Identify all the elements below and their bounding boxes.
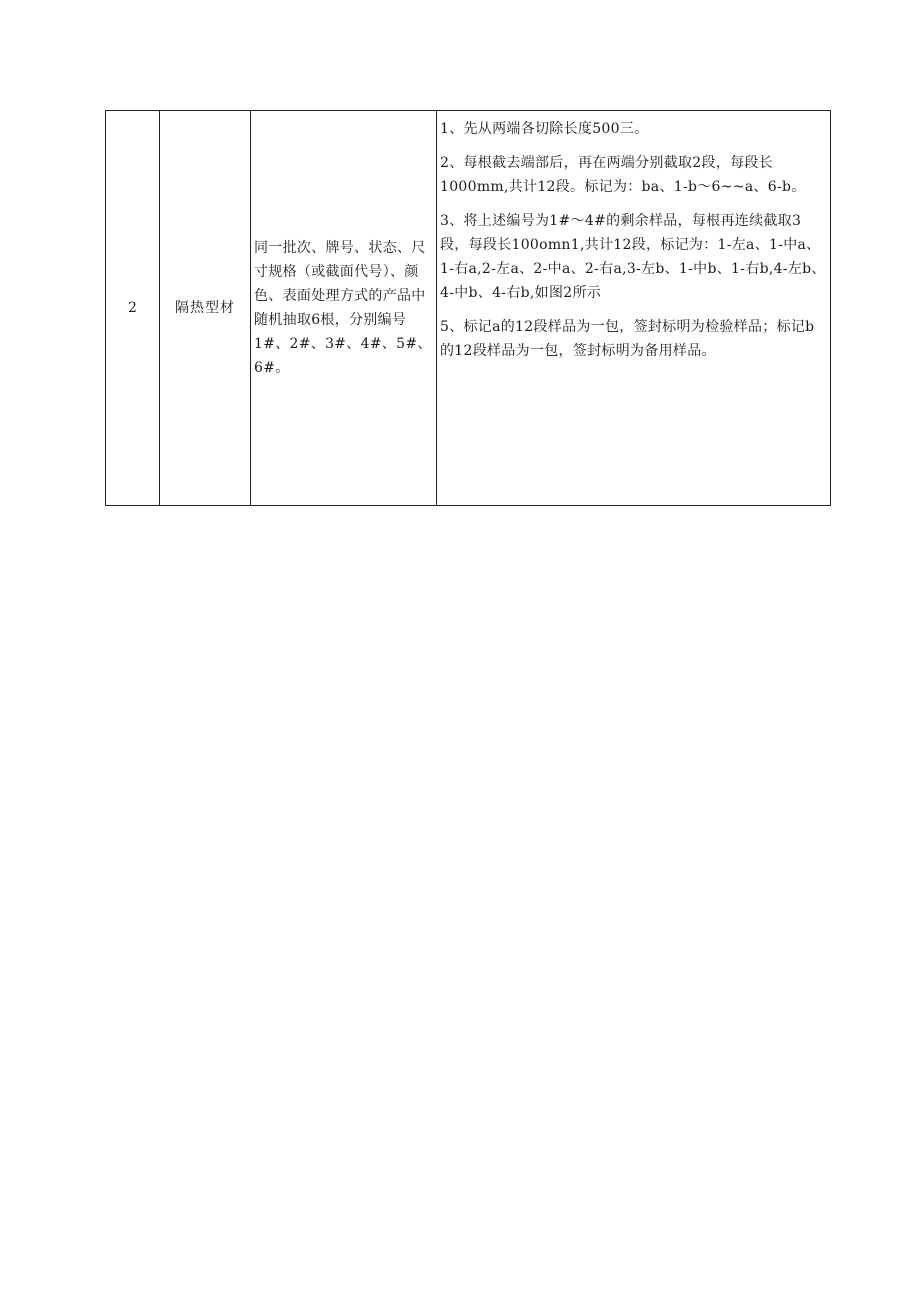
procedure-step-3: 3、将上述编号为1#～4#的剩余样品，每根再连续截取3段，每段长100omn1,共计12段，标记为：1-左a、1-中a、1-右a,2-左a、2-中a、2-右a,3-左b、1-中b、1-右b,4-左b、4-中b、4-右b,如图2所示 — [440, 213, 826, 301]
table-row — [106, 111, 831, 506]
row-number-cell: 2 — [106, 111, 160, 506]
procedure-step-2: 2、每根截去端部后，再在两端分别截取2段，每段长1000mm,共计12段。标记为：ba、1-b～6~~a、6-b。 — [440, 155, 806, 195]
material-name-cell: 隔热型材 — [160, 111, 251, 506]
procedure-cell — [437, 111, 831, 506]
sampling-method-cell: 同一批次、牌号、状态、尺寸规格（或截面代号）、颜色、表面处理方式的产品中随机抽取6根，分别编号1#、2#、3#、4#、5#、6#。 — [251, 111, 437, 506]
procedure-step-5: 5、标记a的12段样品为一包，签封标明为检验样品；标记b的12段样品为一包，签封标明为备用样品。 — [440, 319, 815, 359]
sampling-table — [105, 110, 831, 506]
procedure-step-1: 1、先从两端各切除长度500三。 — [440, 121, 649, 137]
